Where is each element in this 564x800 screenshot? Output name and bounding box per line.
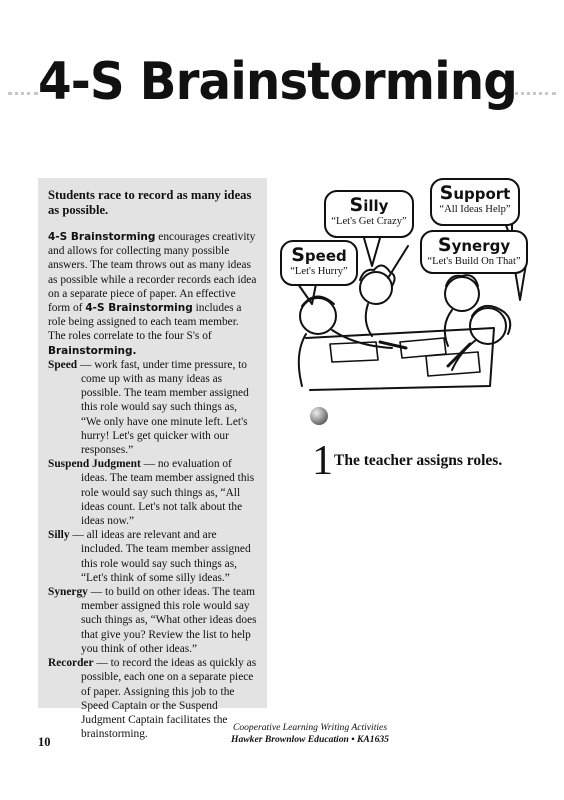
role-silly bbox=[48, 528, 258, 585]
synergy-bubble bbox=[420, 230, 528, 274]
role-text: — to build on other ideas. The team member assigned this role would say such things as, “What other ideas does that give you? Review the list to help you think of other ideas.” bbox=[81, 586, 257, 655]
footer-line-1: Cooperative Learning Writing Activities bbox=[232, 722, 388, 733]
support-bubble bbox=[430, 178, 520, 226]
students-brainstorming-illustration bbox=[276, 176, 532, 414]
step-text: The teacher assigns roles. bbox=[334, 452, 503, 469]
footer-line-2: Hawker Brownlow Education • KA1635 bbox=[231, 734, 389, 745]
bubble-title-rest: upport bbox=[453, 185, 511, 203]
role-synergy bbox=[48, 585, 258, 656]
bubble-initial: S bbox=[291, 244, 305, 266]
step-heading bbox=[312, 440, 502, 482]
keyword: 4-S Brainstorming bbox=[48, 231, 156, 243]
bubble-title bbox=[422, 236, 526, 255]
sidebar-intro bbox=[48, 230, 258, 358]
role-term: Synergy bbox=[48, 586, 88, 599]
role-term: Suspend Judgment bbox=[48, 458, 141, 471]
role-text: — to record the ideas as quickly as possible, each one on a separate piece of paper. Assigning this job to the Speed Captain or the Suspend Judgment Captain facilitates the brainstorming. bbox=[81, 657, 257, 741]
bubble-quote: “Let's Get Crazy” bbox=[331, 216, 407, 227]
bubble-title bbox=[432, 184, 518, 203]
role-speed bbox=[48, 358, 258, 457]
bubble-title-rest: peed bbox=[304, 247, 347, 265]
keyword: Brainstorming. bbox=[48, 344, 137, 357]
sidebar-lead: Students race to record as many ideas as possible. bbox=[48, 188, 252, 217]
silly-bubble bbox=[324, 190, 414, 238]
bubble-initial: S bbox=[437, 234, 452, 256]
sidebar-panel bbox=[38, 178, 267, 741]
bubble-initial: S bbox=[439, 182, 454, 204]
speed-bubble bbox=[280, 240, 358, 286]
bubble-initial: S bbox=[349, 194, 364, 216]
bubble-quote: “Let's Build On That” bbox=[427, 256, 521, 267]
page-number: 10 bbox=[38, 735, 51, 749]
role-text: — no evaluation of ideas. The team member assigned this role would say such things as, “All ideas count. Let's not talk about the ideas now.” bbox=[81, 458, 255, 528]
page-title: 4-S Brainstorming bbox=[38, 52, 517, 112]
bubble-title bbox=[282, 246, 356, 265]
intro-text: encourages creativity and allows for collecting many possible answers. The team throws out as many ideas as possible while a recorder records each idea on a separate piece of paper. An effective form of bbox=[48, 231, 257, 315]
bubble-title-rest: ynergy bbox=[451, 237, 511, 255]
bubble-quote: “Let's Hurry” bbox=[290, 266, 348, 277]
title-dotted-rule-left bbox=[8, 92, 38, 95]
role-term: Silly bbox=[48, 529, 70, 542]
keyword: 4-S Brainstorming bbox=[85, 302, 193, 315]
role-text: — work fast, under time pressure, to come up with as many ideas as possible. The team member assigned this role would say such things as, “We only have one minute left. Let's hurry! Let's get quicker with our responses.” bbox=[77, 358, 249, 457]
step-bullet-icon bbox=[310, 407, 328, 425]
role-term: Speed bbox=[48, 358, 78, 371]
role-text: — all ideas are relevant and are included. The team member assigned this role would say such things as, “Let's think of some silly ideas.” bbox=[69, 529, 251, 584]
step-number: 1 bbox=[312, 438, 333, 484]
intro-text: includes a role being assigned to each team member. The roles correlate to the four S's of bbox=[48, 302, 242, 343]
bubble-title bbox=[326, 196, 412, 215]
bubble-title-rest: illy bbox=[363, 197, 389, 215]
role-term: Recorder bbox=[48, 657, 94, 670]
footer bbox=[160, 722, 460, 746]
role-suspend-judgment bbox=[48, 457, 258, 528]
bubble-quote: “All Ideas Help” bbox=[439, 204, 511, 215]
